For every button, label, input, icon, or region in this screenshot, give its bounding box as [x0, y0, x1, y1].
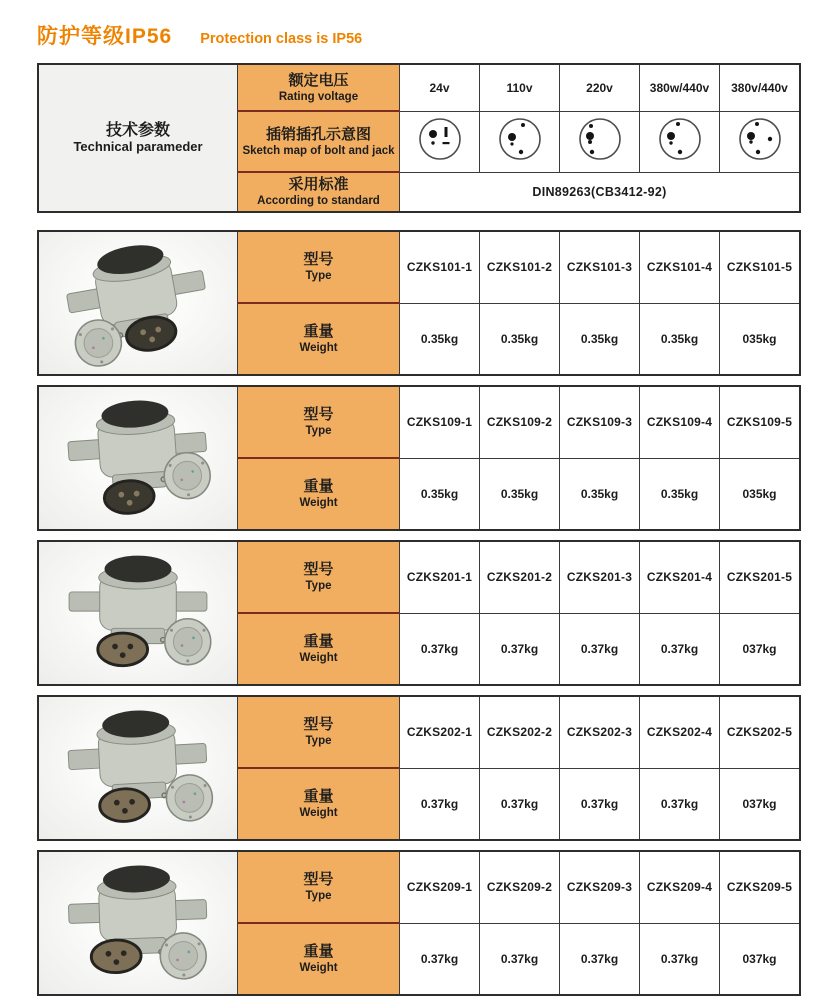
- weight-label-en: Weight: [299, 962, 338, 974]
- type-label-zh: 型号: [303, 406, 334, 423]
- model-value: CZKS109-3: [566, 415, 633, 430]
- model-value: CZKS209-3: [566, 880, 633, 895]
- weight-cell: [560, 768, 640, 840]
- model-value: CZKS101-3: [566, 260, 633, 275]
- model-value: CZKS209-2: [486, 880, 553, 895]
- rating-voltage-zh: 额定电压: [288, 71, 349, 89]
- model-cell: [560, 231, 640, 303]
- pin-sketch-icon: [495, 114, 545, 164]
- weight-label-cell: [238, 768, 400, 840]
- sketch-map-en: Sketch map of bolt and jack: [242, 144, 395, 157]
- model-value: CZKS109-2: [486, 415, 553, 430]
- model-cell: [560, 696, 640, 768]
- model-cell: [720, 386, 801, 458]
- model-value: CZKS101-2: [486, 260, 553, 275]
- weight-label-en: Weight: [299, 342, 338, 354]
- model-value: CZKS109-5: [726, 415, 793, 430]
- type-label-en: Type: [305, 890, 332, 902]
- model-value: CZKS109-1: [406, 415, 473, 430]
- model-cell: [400, 541, 480, 613]
- weight-label-zh: 重量: [303, 323, 334, 340]
- type-label-zh: 型号: [303, 561, 334, 578]
- weight-value: 0.37kg: [580, 796, 619, 811]
- weight-label-zh: 重量: [303, 633, 334, 650]
- model-cell: [640, 541, 720, 613]
- type-label-cell: [238, 386, 400, 458]
- weight-value: 0.35kg: [580, 331, 619, 346]
- type-label-cell: [238, 696, 400, 768]
- model-cell: [480, 541, 560, 613]
- type-label-cell: [238, 541, 400, 613]
- model-value: CZKS101-5: [726, 260, 793, 275]
- model-cell: [400, 851, 480, 923]
- model-value: CZKS109-4: [646, 415, 713, 430]
- model-value: CZKS209-4: [646, 880, 713, 895]
- sketch-map-label-cell: [238, 111, 400, 172]
- model-value: CZKS202-5: [726, 725, 793, 740]
- weight-cell: [400, 768, 480, 840]
- model-cell: [560, 851, 640, 923]
- weight-value: 035kg: [742, 486, 777, 501]
- model-cell: [640, 386, 720, 458]
- weight-label-en: Weight: [299, 807, 338, 819]
- pin-sketch-icon: [575, 114, 625, 164]
- product-photo: [42, 856, 234, 990]
- standard-value-cell: [400, 172, 801, 212]
- type-label-en: Type: [305, 270, 332, 282]
- weight-cell: [400, 923, 480, 995]
- weight-label-zh: 重量: [303, 943, 334, 960]
- model-cell: [400, 231, 480, 303]
- weight-cell: [560, 923, 640, 995]
- weight-value: 037kg: [742, 641, 777, 656]
- weight-cell: [640, 768, 720, 840]
- weight-cell: [480, 458, 560, 530]
- weight-cell: [480, 923, 560, 995]
- product-section-1: [37, 230, 830, 376]
- weight-cell: [720, 923, 801, 995]
- voltage-value: 380w/440v: [649, 80, 710, 95]
- weight-cell: [640, 613, 720, 685]
- model-cell: [400, 696, 480, 768]
- weight-cell: [720, 613, 801, 685]
- weight-value: 0.37kg: [580, 951, 619, 966]
- type-label-en: Type: [305, 580, 332, 592]
- pin-sketch-icon: [655, 114, 705, 164]
- standard-zh: 采用标准: [288, 176, 349, 193]
- product-photo: [42, 701, 234, 835]
- type-label-zh: 型号: [303, 251, 334, 268]
- pin-sketch-cell: [480, 111, 560, 172]
- weight-value: 0.35kg: [500, 331, 539, 346]
- model-cell: [720, 851, 801, 923]
- model-cell: [640, 851, 720, 923]
- weight-cell: [480, 303, 560, 375]
- type-label-en: Type: [305, 735, 332, 747]
- weight-value: 0.37kg: [420, 951, 459, 966]
- pin-sketch-cell: [400, 111, 480, 172]
- weight-value: 0.37kg: [500, 951, 539, 966]
- weight-value: 035kg: [742, 331, 777, 346]
- weight-cell: [400, 613, 480, 685]
- type-label-en: Type: [305, 425, 332, 437]
- page-title-en: Protection class is IP56: [200, 31, 363, 47]
- weight-cell: [560, 303, 640, 375]
- technical-parameter-block: [37, 63, 830, 213]
- weight-value: 0.35kg: [420, 331, 459, 346]
- model-cell: [480, 386, 560, 458]
- pin-sketch-cell: [720, 111, 801, 172]
- product-section-4: [37, 695, 830, 841]
- rating-voltage-en: Rating voltage: [278, 90, 359, 103]
- voltage-value: 380v/440v: [731, 80, 788, 95]
- product-table-czks202: [37, 695, 801, 841]
- weight-value: 0.37kg: [660, 951, 699, 966]
- model-value: CZKS201-3: [566, 570, 633, 585]
- pin-sketch-cell: [560, 111, 640, 172]
- weight-cell: [400, 458, 480, 530]
- technical-parameter-en: Technical parameder: [73, 139, 203, 154]
- technical-parameter-cell: [38, 64, 238, 212]
- sketch-map-zh: 插销插孔示意图: [265, 125, 371, 143]
- standard-label-cell: [238, 172, 400, 212]
- model-cell: [720, 696, 801, 768]
- page-title: [37, 20, 830, 50]
- model-value: CZKS202-2: [486, 725, 553, 740]
- voltage-value: 220v: [586, 80, 613, 95]
- model-cell: [480, 851, 560, 923]
- voltage-header: [480, 64, 560, 111]
- rating-voltage-label-cell: [238, 64, 400, 111]
- model-cell: [400, 386, 480, 458]
- type-label-cell: [238, 851, 400, 923]
- model-value: CZKS201-1: [406, 570, 473, 585]
- weight-value: 0.37kg: [500, 641, 539, 656]
- weight-cell: [720, 768, 801, 840]
- product-photo-cell: [38, 386, 238, 530]
- model-cell: [480, 231, 560, 303]
- model-cell: [560, 386, 640, 458]
- voltage-header: [560, 64, 640, 111]
- weight-value: 0.37kg: [420, 796, 459, 811]
- model-value: CZKS202-3: [566, 725, 633, 740]
- weight-cell: [640, 458, 720, 530]
- weight-value: 0.37kg: [420, 641, 459, 656]
- page-title-zh: 防护等级IP56: [37, 25, 173, 48]
- model-value: CZKS202-4: [646, 725, 713, 740]
- pin-sketch-icon: [735, 114, 785, 164]
- model-cell: [560, 541, 640, 613]
- product-table-czks101: [37, 230, 801, 376]
- voltage-header: [640, 64, 720, 111]
- product-photo-cell: [38, 851, 238, 995]
- product-photo: [42, 236, 234, 370]
- model-value: CZKS101-1: [406, 260, 473, 275]
- weight-label-cell: [238, 923, 400, 995]
- model-value: CZKS209-1: [406, 880, 473, 895]
- product-photo-cell: [38, 696, 238, 840]
- model-value: CZKS101-4: [646, 260, 713, 275]
- weight-value: 0.35kg: [660, 331, 699, 346]
- weight-value: 0.37kg: [660, 641, 699, 656]
- weight-cell: [480, 613, 560, 685]
- model-cell: [480, 696, 560, 768]
- model-value: CZKS202-1: [406, 725, 473, 740]
- weight-cell: [400, 303, 480, 375]
- technical-parameter-zh: 技术参数: [105, 122, 170, 139]
- weight-value: 0.37kg: [500, 796, 539, 811]
- product-photo: [42, 391, 234, 525]
- weight-label-cell: [238, 613, 400, 685]
- product-table-czks201: [37, 540, 801, 686]
- weight-label-zh: 重量: [303, 788, 334, 805]
- standard-en: According to standard: [257, 195, 380, 207]
- product-table-czks109: [37, 385, 801, 531]
- weight-label-cell: [238, 458, 400, 530]
- model-cell: [640, 696, 720, 768]
- product-photo: [42, 546, 234, 680]
- voltage-value: 24v: [429, 80, 450, 95]
- product-section-3: [37, 540, 830, 686]
- model-cell: [720, 541, 801, 613]
- weight-value: 0.35kg: [660, 486, 699, 501]
- weight-cell: [720, 303, 801, 375]
- product-photo-cell: [38, 231, 238, 375]
- model-cell: [720, 231, 801, 303]
- standard-value: DIN89263(CB3412-92): [532, 184, 667, 199]
- type-label-zh: 型号: [303, 716, 334, 733]
- pin-sketch-cell: [640, 111, 720, 172]
- weight-value: 0.37kg: [660, 796, 699, 811]
- weight-cell: [480, 768, 560, 840]
- weight-value: 0.35kg: [500, 486, 539, 501]
- weight-cell: [560, 458, 640, 530]
- weight-value: 0.35kg: [420, 486, 459, 501]
- product-section-2: [37, 385, 830, 531]
- weight-value: 037kg: [742, 796, 777, 811]
- pin-sketch-icon: [415, 114, 465, 164]
- model-value: CZKS201-4: [646, 570, 713, 585]
- weight-cell: [560, 613, 640, 685]
- model-value: CZKS201-2: [486, 570, 553, 585]
- type-label-cell: [238, 231, 400, 303]
- voltage-header: [400, 64, 480, 111]
- weight-label-cell: [238, 303, 400, 375]
- weight-label-en: Weight: [299, 652, 338, 664]
- weight-value: 0.35kg: [580, 486, 619, 501]
- weight-cell: [640, 923, 720, 995]
- product-section-5: [37, 850, 830, 996]
- weight-cell: [640, 303, 720, 375]
- voltage-header: [720, 64, 801, 111]
- weight-cell: [720, 458, 801, 530]
- product-photo-cell: [38, 541, 238, 685]
- type-label-zh: 型号: [303, 871, 334, 888]
- model-cell: [640, 231, 720, 303]
- model-value: CZKS209-5: [726, 880, 793, 895]
- weight-label-zh: 重量: [303, 478, 334, 495]
- product-table-czks209: [37, 850, 801, 996]
- weight-value: 0.37kg: [580, 641, 619, 656]
- model-value: CZKS201-5: [726, 570, 793, 585]
- weight-label-en: Weight: [299, 497, 338, 509]
- voltage-value: 110v: [506, 80, 533, 95]
- weight-value: 037kg: [742, 951, 777, 966]
- technical-parameter-table: [37, 63, 801, 213]
